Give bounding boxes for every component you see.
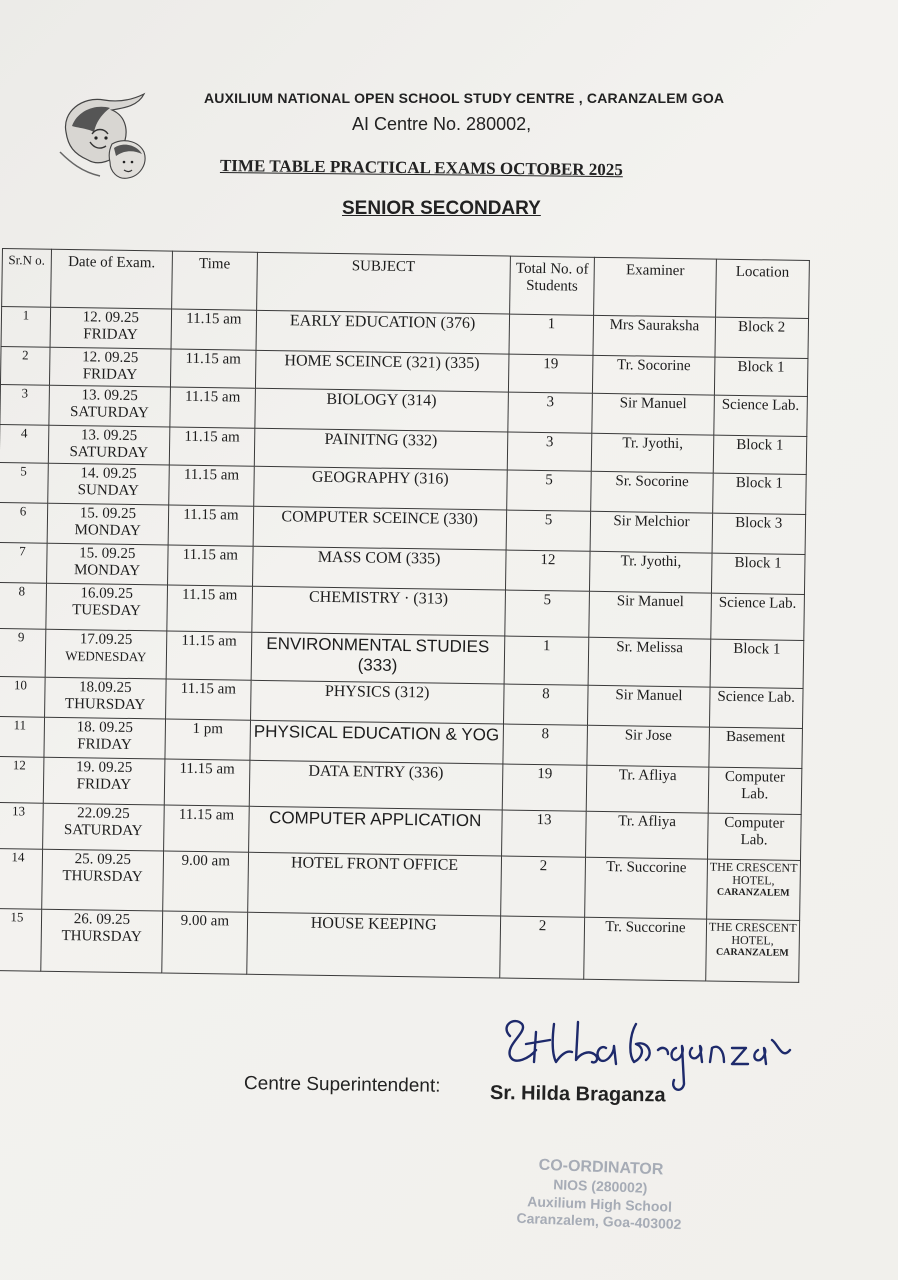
time-cell: 11.15 am <box>167 545 253 586</box>
exam-day: FRIDAY <box>76 776 132 794</box>
exam-day: SUNDAY <box>77 482 139 500</box>
superintendent-label: Centre Superintendent: <box>243 1073 441 1097</box>
exam-day: FRIDAY <box>77 736 132 754</box>
date-cell <box>42 803 164 851</box>
examiner-cell: Sir Manuel <box>589 591 711 639</box>
location-cell: Computer Lab. <box>707 813 801 860</box>
students-cell: 19 <box>508 354 593 393</box>
sr-cell: 10 <box>0 676 45 717</box>
location-cell <box>706 859 800 920</box>
time-cell: 11.15 am <box>171 309 257 350</box>
stamp-line: CO-ORDINATOR <box>538 1156 664 1179</box>
sr-cell: 4 <box>0 425 49 464</box>
subject-cell: COMPUTER SCEINCE (330) <box>253 506 506 550</box>
students-cell: 13 <box>501 810 587 857</box>
students-cell: 8 <box>503 684 589 725</box>
subject-cell: MASS COM (335) <box>252 546 505 590</box>
subject-cell: PHYSICS (312) <box>250 680 503 724</box>
col-header-subject: SUBJECT <box>256 252 510 314</box>
subject-cell: EARLY EDUCATION (376) <box>256 310 509 354</box>
subject-cell: PAINITNG (332) <box>254 428 507 470</box>
date-cell <box>44 717 166 759</box>
sr-cell: 11 <box>0 716 44 757</box>
examiner-cell: Sir Manuel <box>592 393 714 435</box>
section-title: SENIOR SECONDARY <box>342 198 541 219</box>
exam-day: TUESDAY <box>72 602 141 620</box>
location-cell: Block 1 <box>712 473 806 514</box>
location-cell: Block 3 <box>712 513 806 554</box>
examiner-cell: Tr. Jyothi, <box>592 433 714 473</box>
location-area: CARANZALEM <box>716 887 790 900</box>
exam-date: 14. 09.25 <box>80 465 137 483</box>
exam-date: 15. 09.25 <box>79 505 137 523</box>
sr-cell: 8 <box>0 583 46 630</box>
students-cell: 1 <box>509 314 595 355</box>
sr-cell: 14 <box>0 848 42 909</box>
table-row <box>0 908 800 982</box>
location-cell: Science Lab. <box>713 395 807 436</box>
examiner-cell: Tr. Succorine <box>585 857 707 919</box>
sr-cell: 1 <box>1 307 50 348</box>
col-header-time: Time <box>172 251 258 310</box>
exam-day: MONDAY <box>74 522 141 540</box>
students-cell: 2 <box>499 916 585 979</box>
time-cell: 11.15 am <box>165 679 251 720</box>
examiner-cell: Sir Jose <box>587 725 709 767</box>
subject-cell: GEOGRAPHY (316) <box>254 466 507 510</box>
examiner-cell: Tr. Socorine <box>593 355 715 395</box>
students-cell: 5 <box>504 590 590 637</box>
examiner-cell: Sr. Socorine <box>591 471 713 513</box>
exam-table <box>0 248 810 983</box>
location-cell <box>705 919 799 982</box>
exam-date: 12. 09.25 <box>82 349 139 367</box>
exam-day: THURSDAY <box>61 928 142 946</box>
location-cell: Science Lab. <box>710 593 804 640</box>
exam-date: 18. 09.25 <box>76 719 133 737</box>
examiner-cell: Mrs Sauraksha <box>593 315 715 357</box>
time-cell: 1 pm <box>165 719 251 760</box>
examiner-cell: Tr. Afliya <box>586 811 708 859</box>
time-cell: 9.00 am <box>162 911 248 974</box>
time-cell: 11.15 am <box>170 387 256 428</box>
col-header-students: Total No. of Students <box>509 256 595 315</box>
subject-cell: HOUSE KEEPING <box>247 912 501 978</box>
examiner-cell: Sr. Melissa <box>589 637 711 687</box>
exam-date: 19. 09.25 <box>75 759 133 777</box>
stamp-line: Caranzalem, Goa-403002 <box>516 1209 682 1233</box>
location-name: THE CRESCENT HOTEL, <box>709 859 798 888</box>
students-cell: 1 <box>504 636 590 685</box>
exam-date: 15. 09.25 <box>79 545 136 563</box>
sr-cell: 5 <box>0 463 48 504</box>
examiner-cell: Tr. Succorine <box>584 917 706 981</box>
subject-cell: CHEMISTRY · (313) <box>252 586 505 636</box>
exam-date: 18.09.25 <box>78 679 132 696</box>
date-cell <box>46 583 168 631</box>
location-cell: Block 2 <box>714 317 808 358</box>
school-name: AUXILIUM NATIONAL OPEN SCHOOL STUDY CENTRE , CARANZALEM GOA <box>204 90 725 106</box>
location-cell: Block 1 <box>711 553 805 594</box>
sr-cell: 3 <box>0 385 49 426</box>
date-cell <box>50 307 172 349</box>
students-cell: 2 <box>500 856 586 917</box>
exam-day: SATURDAY <box>63 822 143 840</box>
students-cell: 12 <box>505 550 591 591</box>
students-cell: 8 <box>502 724 588 765</box>
sr-cell: 12 <box>0 756 44 803</box>
examiner-cell: Sir Melchior <box>591 511 713 553</box>
exam-date: 25. 09.25 <box>74 851 132 869</box>
exam-day: WEDNESDAY <box>65 648 147 665</box>
date-cell <box>49 347 171 387</box>
date-cell <box>44 677 166 719</box>
col-header-date: Date of Exam. <box>50 249 172 309</box>
date-cell <box>48 463 170 505</box>
sr-cell: 13 <box>0 802 43 849</box>
location-cell: Block 1 <box>710 639 804 688</box>
stamp-line: Auxilium High School <box>527 1192 673 1215</box>
sr-cell: 2 <box>0 347 49 386</box>
students-cell: 3 <box>507 392 593 433</box>
time-cell: 11.15 am <box>164 759 250 806</box>
col-header-location: Location <box>715 259 809 318</box>
exam-day: THURSDAY <box>64 696 146 714</box>
time-cell: 11.15 am <box>170 349 255 388</box>
time-cell: 11.15 am <box>167 585 253 632</box>
exam-day: SATURDAY <box>69 404 149 422</box>
exam-date: 17.09.25 <box>79 631 133 649</box>
exam-day: THURSDAY <box>62 868 143 886</box>
examiner-cell: Tr. Jyothi, <box>590 551 712 593</box>
examiner-cell: Tr. Afliya <box>587 765 709 813</box>
location-cell: Basement <box>708 727 802 768</box>
coordinator-stamp <box>469 1153 732 1235</box>
subject-cell: BIOLOGY (314) <box>255 388 508 432</box>
location-cell: Computer Lab. <box>708 767 802 814</box>
students-cell: 3 <box>507 432 592 471</box>
location-name: THE CRESCENT HOTEL, <box>708 919 797 948</box>
school-logo-emblem <box>52 92 152 184</box>
exam-date: 16.09.25 <box>80 585 134 603</box>
exam-date: 13. 09.25 <box>81 387 138 405</box>
time-cell: 11.15 am <box>166 631 252 680</box>
col-header-srno: Sr.N o. <box>2 249 52 308</box>
superintendent-name: Sr. Hilda Braganza <box>489 1082 666 1107</box>
timetable <box>0 248 812 983</box>
col-header-examiner: Examiner <box>594 257 716 317</box>
time-cell: 11.15 am <box>168 505 254 546</box>
location-cell: Block 1 <box>714 357 808 396</box>
date-cell <box>45 629 167 679</box>
sr-cell: 9 <box>0 628 46 677</box>
subject-cell: PHYSICAL EDUCATION & YOG <box>250 720 503 764</box>
sr-cell: 15 <box>0 908 42 971</box>
date-cell <box>49 385 171 427</box>
subject-cell: HOTEL FRONT OFFICE <box>248 852 502 916</box>
date-cell <box>42 849 164 911</box>
date-cell <box>48 425 170 465</box>
sr-cell: 7 <box>0 543 47 584</box>
location-area: CARANZALEM <box>715 947 789 960</box>
subject-cell: DATA ENTRY (336) <box>249 760 502 810</box>
subject-cell: COMPUTER APPLICATION <box>248 806 501 856</box>
sr-cell: 6 <box>0 503 48 544</box>
location-cell: Block 1 <box>713 435 807 474</box>
exam-date: 12. 09.25 <box>82 309 140 327</box>
exam-day: SATURDAY <box>69 444 149 462</box>
students-cell: 19 <box>502 764 588 811</box>
time-cell: 11.15 am <box>163 805 249 852</box>
students-cell: 5 <box>506 510 592 551</box>
date-cell <box>41 909 163 973</box>
centre-number: AI Centre No. 280002, <box>352 114 532 134</box>
examiner-cell: Sir Manuel <box>588 685 710 727</box>
subject-cell: ENVIRONMENTAL STUDIES (333) <box>251 632 504 684</box>
time-cell: 11.15 am <box>169 465 255 506</box>
exam-date: 26. 09.25 <box>73 911 131 929</box>
time-cell: 11.15 am <box>169 427 254 466</box>
exam-day: FRIDAY <box>82 366 138 384</box>
date-cell <box>47 503 169 545</box>
exam-date: 13. 09.25 <box>80 427 138 445</box>
date-cell <box>43 757 165 805</box>
date-cell <box>46 543 168 585</box>
exam-day: MONDAY <box>73 562 141 580</box>
location-cell: Science Lab. <box>709 687 803 728</box>
students-cell: 5 <box>506 470 592 511</box>
document-title: TIME TABLE PRACTICAL EXAMS OCTOBER 2025 <box>219 156 623 180</box>
stamp-line: NIOS (280002) <box>552 1176 648 1196</box>
time-cell: 9.00 am <box>163 851 249 912</box>
exam-date: 22.09.25 <box>77 805 130 822</box>
exam-day: FRIDAY <box>83 326 138 344</box>
subject-cell: HOME SCEINCE (321) (335) <box>255 350 508 392</box>
